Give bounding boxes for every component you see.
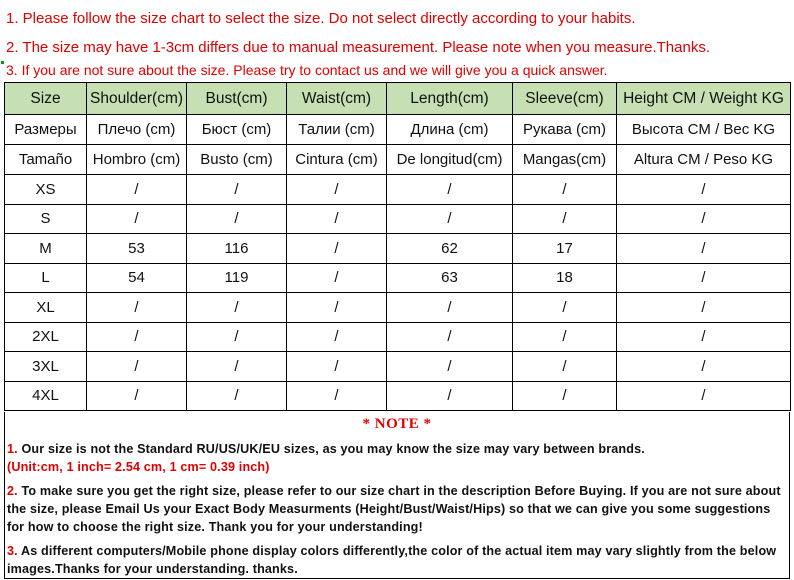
note-1-number: 1. (7, 442, 18, 456)
cell-bust: / (187, 175, 287, 205)
cell-shoulder: / (87, 322, 187, 352)
table-row (5, 263, 791, 293)
size-label-cell: XS (5, 175, 87, 205)
cell-sleeve: / (513, 322, 617, 352)
note-box (4, 412, 790, 579)
header-waist: Waist(cm) (287, 83, 387, 115)
table-row (5, 322, 791, 352)
cell-length: / (387, 204, 513, 234)
top-notes (4, 0, 790, 82)
note-title: * NOTE * (362, 416, 432, 432)
cell-length: 62 (387, 234, 513, 264)
cell-height-weight: / (617, 381, 791, 411)
top-note-3-text: 3. If you are not sure about the size. Please try to contact us and we will give you a quick answer. (6, 62, 608, 78)
cell-length: / (387, 381, 513, 411)
header-sleeve: Sleeve(cm) (513, 83, 617, 115)
header-bust: Bust(cm) (187, 83, 287, 115)
cell-length: / (387, 322, 513, 352)
note-2-text: To make sure you get the right size, please refer to our size chart in the description Before Buying. If you are not sure about the size, please Email Us your Exact Body Measurments (Height/Bust/Waist/Hips) so that we can give you some suggestions for how to choose the right size. Thank you for your understanding! (7, 484, 781, 534)
table-row (5, 204, 791, 234)
cell-shoulder: / (87, 175, 187, 205)
size-label-cell: S (5, 204, 87, 234)
cell-sleeve: 17 (513, 234, 617, 264)
note-2-number: 2. (7, 484, 18, 498)
table-row (5, 293, 791, 323)
marker-dot (1, 61, 4, 64)
cell-sleeve: / (513, 293, 617, 323)
cell-height-weight: / (617, 293, 791, 323)
cell-shoulder: / (87, 381, 187, 411)
cell-waist: / (287, 381, 387, 411)
table-header-row (5, 83, 791, 115)
russian-shoulder: Плечо (cm) (87, 115, 187, 145)
cell-bust: / (187, 322, 287, 352)
cell-height-weight: / (617, 322, 791, 352)
cell-length: / (387, 352, 513, 382)
cell-length: / (387, 175, 513, 205)
table-row (5, 381, 791, 411)
size-label-cell: 3XL (5, 352, 87, 382)
cell-length: / (387, 293, 513, 323)
cell-shoulder: / (87, 293, 187, 323)
cell-waist: / (287, 175, 387, 205)
russian-bust: Бюст (cm) (187, 115, 287, 145)
size-label-cell: M (5, 234, 87, 264)
cell-waist: / (287, 322, 387, 352)
table-row-russian (5, 115, 791, 145)
russian-height-weight: Высота CM / Вес KG (617, 115, 791, 145)
spanish-bust: Busto (cm) (187, 145, 287, 175)
note-2 (5, 482, 789, 536)
cell-sleeve: / (513, 175, 617, 205)
cell-waist: / (287, 293, 387, 323)
header-height-weight: Height CM / Weight KG (617, 83, 791, 115)
cell-sleeve: / (513, 352, 617, 382)
note-1-text: Our size is not the Standard RU/US/UK/EU sizes, as you may know the size may vary between brands. (17, 442, 645, 456)
cell-sleeve: / (513, 381, 617, 411)
table-row (5, 352, 791, 382)
header-length: Length(cm) (387, 83, 513, 115)
cell-waist: / (287, 204, 387, 234)
cell-sleeve: 18 (513, 263, 617, 293)
russian-size: Размеры (5, 115, 87, 145)
note-3-number: 3. (7, 544, 18, 558)
cell-height-weight: / (617, 263, 791, 293)
header-shoulder: Shoulder(cm) (87, 83, 187, 115)
table-row-spanish (5, 145, 791, 175)
note-3-text: As different computers/Mobile phone display colors differently,the color of the actual item may vary slightly from the below images.Thanks for your understanding. thanks. (7, 544, 777, 576)
spanish-sleeve: Mangas(cm) (513, 145, 617, 175)
cell-height-weight: / (617, 204, 791, 234)
top-note-2: 2. The size may have 1-3cm differs due to manual measurement. Please note when you measure.Thanks. (6, 39, 710, 56)
table-row (5, 234, 791, 264)
cell-sleeve: / (513, 204, 617, 234)
russian-waist: Талии (cm) (287, 115, 387, 145)
size-chart-table (4, 82, 791, 411)
size-label-cell: L (5, 263, 87, 293)
russian-sleeve: Рукава (cm) (513, 115, 617, 145)
cell-bust: / (187, 293, 287, 323)
size-label-cell: 2XL (5, 322, 87, 352)
note-1 (5, 440, 789, 476)
table-row (5, 175, 791, 205)
cell-waist: / (287, 352, 387, 382)
cell-waist: / (287, 263, 387, 293)
cell-height-weight: / (617, 234, 791, 264)
cell-waist: / (287, 234, 387, 264)
russian-length: Длина (cm) (387, 115, 513, 145)
cell-bust: / (187, 204, 287, 234)
spanish-waist: Cintura (cm) (287, 145, 387, 175)
top-note-3 (4, 58, 790, 82)
cell-bust: 119 (187, 263, 287, 293)
spanish-height-weight: Altura CM / Peso KG (617, 145, 791, 175)
size-label-cell: 4XL (5, 381, 87, 411)
size-label-cell: XL (5, 293, 87, 323)
cell-length: 63 (387, 263, 513, 293)
cell-bust: 116 (187, 234, 287, 264)
header-size: Size (5, 83, 87, 115)
spanish-shoulder: Hombro (cm) (87, 145, 187, 175)
cell-height-weight: / (617, 352, 791, 382)
cell-bust: / (187, 381, 287, 411)
spanish-length: De longitud(cm) (387, 145, 513, 175)
note-3 (5, 542, 789, 578)
cell-shoulder: 53 (87, 234, 187, 264)
cell-height-weight: / (617, 175, 791, 205)
spanish-size: Tamaño (5, 145, 87, 175)
cell-bust: / (187, 352, 287, 382)
cell-shoulder: / (87, 352, 187, 382)
cell-shoulder: / (87, 204, 187, 234)
top-note-1: 1. Please follow the size chart to select the size. Do not select directly according to your habits. (6, 10, 636, 27)
cell-shoulder: 54 (87, 263, 187, 293)
note-1-unit: (Unit:cm, 1 inch= 2.54 cm, 1 cm= 0.39 inch) (7, 460, 270, 474)
